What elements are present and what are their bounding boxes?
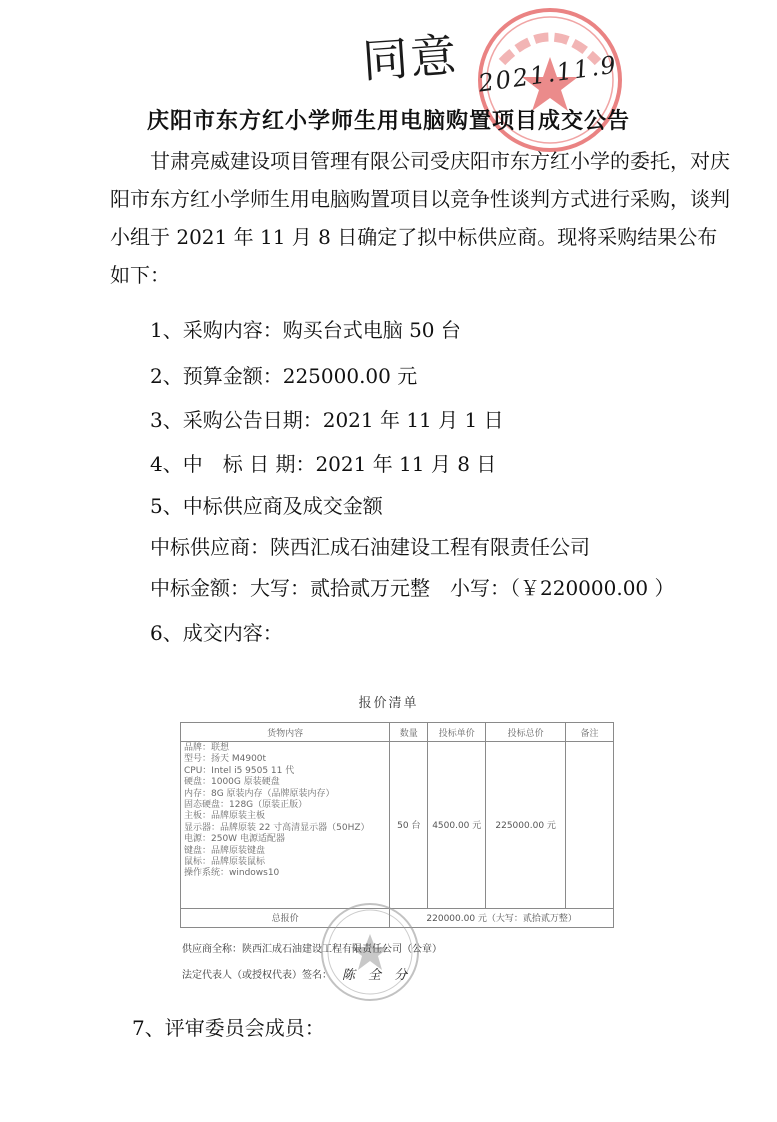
quote-title: 报价清单 bbox=[358, 696, 419, 711]
quote-item-row bbox=[181, 742, 614, 909]
total-value-cell: 220000.00 元（大写：贰拾贰万整） bbox=[390, 908, 614, 927]
supplier-name-line: 供应商全称：陕西汇成石油建设工程有限责任公司（公章） bbox=[182, 944, 442, 955]
header-remark: 备注 bbox=[566, 723, 614, 742]
header-unit-price: 投标单价 bbox=[428, 723, 486, 742]
item-3: 3、采购公告日期：2021 年 11 月 1 日 bbox=[150, 408, 504, 432]
date-handwriting: 2021.11.9 bbox=[476, 50, 620, 98]
detail-line: CPU：Intel i5 9505 11 代 bbox=[184, 765, 295, 776]
total-price-cell: 225000.00 元 bbox=[486, 742, 566, 909]
goods-details bbox=[181, 742, 390, 909]
header-goods: 货物内容 bbox=[181, 723, 390, 742]
unit-price-cell: 4500.00 元 bbox=[428, 742, 486, 909]
detail-line: 型号：扬天 M4900t bbox=[184, 754, 267, 765]
representative-signature: 陈 全 分 bbox=[342, 968, 408, 983]
remark-cell bbox=[566, 742, 614, 909]
approval-handwriting: 同意 bbox=[360, 27, 460, 89]
detail-line: 固态硬盘：128G（原装正版） bbox=[184, 800, 308, 811]
quote-table bbox=[180, 722, 614, 928]
item-4: 4、中 标 日 期：2021 年 11 月 8 日 bbox=[150, 452, 497, 476]
quote-header-row bbox=[181, 723, 614, 742]
item-2: 2、预算金额：225000.00 元 bbox=[150, 364, 418, 388]
amount-line: 中标金额：大写：贰拾贰万元整 小写：（￥220000.00 ） bbox=[150, 576, 675, 600]
detail-line: 键盘：品牌原装键盘 bbox=[184, 845, 266, 856]
detail-line: 硬盘：1000G 原装硬盘 bbox=[184, 777, 280, 788]
detail-line: 主板：品牌原装主板 bbox=[184, 811, 266, 822]
intro-paragraph: 甘肃亮威建设项目管理有限公司受庆阳市东方红小学的委托，对庆阳市东方红小学师生用电脑购置项目以竞争性谈判方式进行采购，谈判小组于 2021 年 11 月 8 日确定了拟中标供应商。现将采购结果公布如下： bbox=[110, 149, 730, 287]
detail-line: 品牌：联想 bbox=[184, 743, 230, 753]
header-quantity: 数量 bbox=[390, 723, 428, 742]
representative-line: 法定代表人（或授权代表）签名： bbox=[182, 970, 332, 981]
winner-line: 中标供应商：陕西汇成石油建设工程有限责任公司 bbox=[150, 535, 590, 559]
quantity-cell: 50 台 bbox=[390, 742, 428, 909]
item-1: 1、采购内容：购买台式电脑 50 台 bbox=[150, 318, 461, 342]
detail-line: 显示器：品牌原装 22 寸高清显示器（50HZ） bbox=[184, 822, 370, 833]
page-title: 庆阳市东方红小学师生用电脑购置项目成交公告 bbox=[146, 109, 630, 134]
item-5: 5、中标供应商及成交金额 bbox=[150, 494, 383, 518]
detail-line: 电源：250W 电源适配器 bbox=[184, 834, 285, 845]
item-6: 6、成交内容： bbox=[150, 621, 283, 645]
detail-line: 操作系统：windows10 bbox=[184, 868, 280, 879]
header-total-price: 投标总价 bbox=[486, 723, 566, 742]
detail-line: 鼠标：品牌原装鼠标 bbox=[184, 857, 266, 868]
item-7: 7、评审委员会成员： bbox=[132, 1016, 325, 1040]
total-label-cell: 总报价 bbox=[181, 908, 390, 927]
detail-line: 内存：8G 原装内存（品牌原装内存） bbox=[184, 788, 335, 799]
